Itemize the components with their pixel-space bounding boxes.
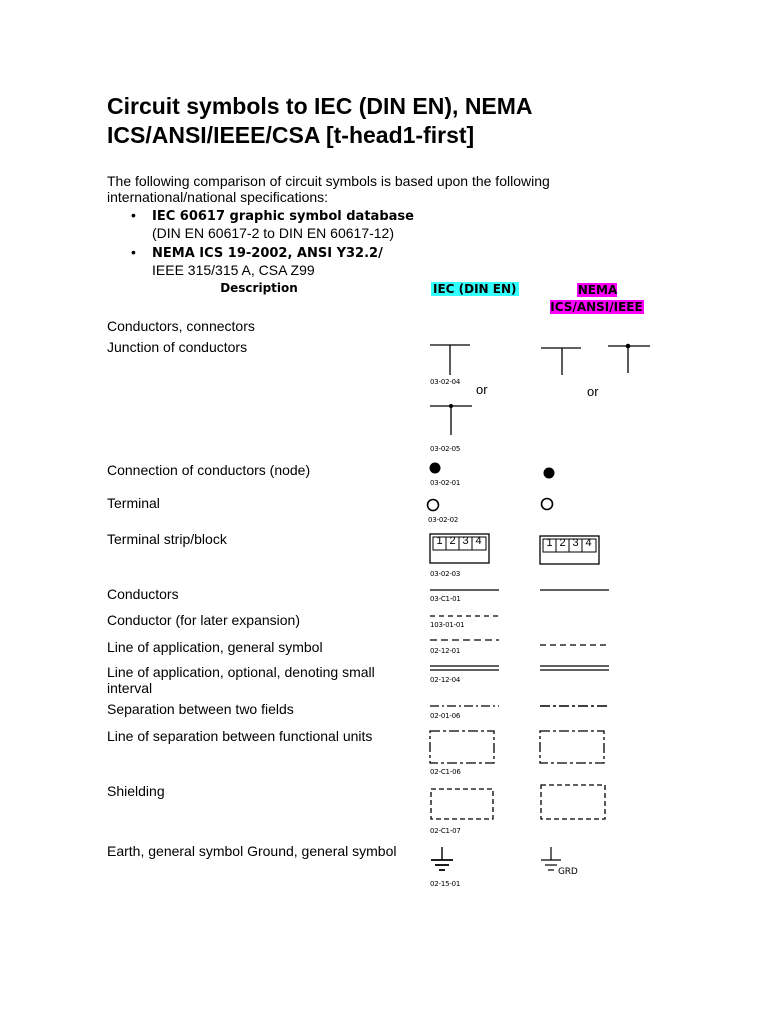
spec-title: IEC 60617 graphic symbol database bbox=[152, 209, 414, 224]
terminal-number: 3 bbox=[462, 535, 469, 547]
bullet-icon: • bbox=[131, 207, 136, 223]
iec-code: 02-15-01 bbox=[430, 880, 461, 888]
terminal-iec-symbol bbox=[426, 498, 442, 514]
iec-code: 03-C1-01 bbox=[430, 595, 461, 603]
spec-item-iec bbox=[107, 207, 487, 242]
terminal-number: 4 bbox=[585, 537, 592, 549]
page-title: Circuit symbols to IEC (DIN EN), NEMA ICS/ANSI/IEEE/CSA [t-head1-first] bbox=[107, 93, 532, 148]
separation-units-nema-symbol bbox=[538, 729, 606, 765]
nema-ground-label: GRD bbox=[558, 867, 578, 877]
row-label-junction: Junction of conductors bbox=[107, 339, 248, 355]
row-label-terminal: Terminal bbox=[107, 495, 160, 511]
terminal-number: 1 bbox=[436, 535, 443, 547]
terminal-number: 2 bbox=[559, 537, 566, 549]
bullet-icon: • bbox=[131, 244, 136, 260]
spec-detail: IEEE 315/315 A, CSA Z99 bbox=[152, 262, 315, 278]
conductor-nema-symbol bbox=[539, 588, 611, 592]
ground-iec-icon bbox=[429, 846, 457, 876]
iec-code: 03-02-02 bbox=[428, 516, 459, 524]
line-application-iec-symbol bbox=[429, 638, 501, 642]
row-label-later-expansion: Conductor (for later expansion) bbox=[107, 612, 300, 628]
description-column-header: Description bbox=[220, 281, 298, 295]
row-label-line-application: Line of application, general symbol bbox=[107, 639, 323, 655]
iec-code: 103-01-01 bbox=[430, 621, 465, 629]
row-label-node: Connection of conductors (node) bbox=[107, 462, 311, 478]
node-iec-symbol bbox=[428, 461, 444, 477]
row-label-earth: Earth, general symbol Ground, general symbol bbox=[107, 843, 397, 859]
iec-code: 02-C1-07 bbox=[430, 827, 461, 835]
line-application-optional-iec-symbol bbox=[429, 664, 501, 672]
conductor-iec-symbol bbox=[429, 588, 501, 592]
terminal-number: 1 bbox=[546, 537, 553, 549]
iec-code: 02-01-06 bbox=[430, 712, 461, 720]
or-text: or bbox=[476, 382, 488, 397]
terminal-number: 4 bbox=[475, 535, 482, 547]
row-label-shielding: Shielding bbox=[107, 783, 165, 799]
shielding-iec-symbol bbox=[429, 787, 497, 823]
terminal-number: 3 bbox=[572, 537, 579, 549]
iec-column-header: IEC (DIN EN) bbox=[433, 282, 517, 296]
row-label-separation-fields: Separation between two fields bbox=[107, 701, 294, 717]
terminal-strip-iec-numbers bbox=[433, 535, 486, 547]
iec-code: 03-02-01 bbox=[430, 479, 461, 487]
junction-nema-symbol bbox=[541, 346, 583, 376]
row-label-separation-units: Line of separation between functional units bbox=[107, 728, 373, 744]
row-label-conductors: Conductors bbox=[107, 586, 179, 602]
spec-item-nema bbox=[107, 244, 487, 279]
terminal-number: 2 bbox=[449, 535, 456, 547]
iec-code: 03-02-05 bbox=[430, 445, 461, 453]
later-expansion-iec-symbol bbox=[429, 614, 501, 618]
junction-nema-alt-symbol bbox=[607, 343, 651, 375]
node-nema-symbol bbox=[542, 466, 558, 482]
row-label-terminal-strip: Terminal strip/block bbox=[107, 531, 227, 547]
iec-code: 02-C1-06 bbox=[430, 768, 461, 776]
nema-header-text: NEMA ICS/ANSI/IEEE bbox=[550, 283, 643, 314]
line-application-optional-nema-symbol bbox=[539, 664, 611, 672]
separation-units-iec-symbol bbox=[428, 729, 496, 765]
row-label-conductors-connectors: Conductors, connectors bbox=[107, 318, 255, 334]
spec-title: NEMA ICS 19-2002, ANSI Y32.2/ bbox=[152, 246, 383, 261]
intro-text: The following comparison of circuit symbols is based upon the following international/national specifications: bbox=[107, 173, 550, 205]
iec-code: 03-02-03 bbox=[430, 570, 461, 578]
terminal-nema-symbol bbox=[540, 497, 556, 513]
nema-column-header bbox=[548, 282, 646, 316]
spec-detail: (DIN EN 60617-2 to DIN EN 60617-12) bbox=[152, 225, 394, 241]
spec-list bbox=[107, 207, 487, 281]
junction-iec-alt-symbol bbox=[429, 403, 473, 437]
iec-code: 02-12-01 bbox=[430, 647, 461, 655]
separation-fields-iec-symbol bbox=[429, 704, 501, 708]
iec-code: 02-12-04 bbox=[430, 676, 461, 684]
line-application-nema-symbol bbox=[539, 643, 611, 647]
row-label-line-application-optional: Line of application, optional, denoting small interval bbox=[107, 664, 375, 696]
iec-code: 03-02-04 bbox=[430, 378, 461, 386]
separation-fields-nema-symbol bbox=[539, 704, 611, 708]
or-text: or bbox=[587, 384, 599, 399]
shielding-nema-symbol bbox=[539, 783, 607, 821]
terminal-strip-nema-numbers bbox=[543, 537, 596, 549]
junction-iec-symbol bbox=[429, 343, 473, 377]
